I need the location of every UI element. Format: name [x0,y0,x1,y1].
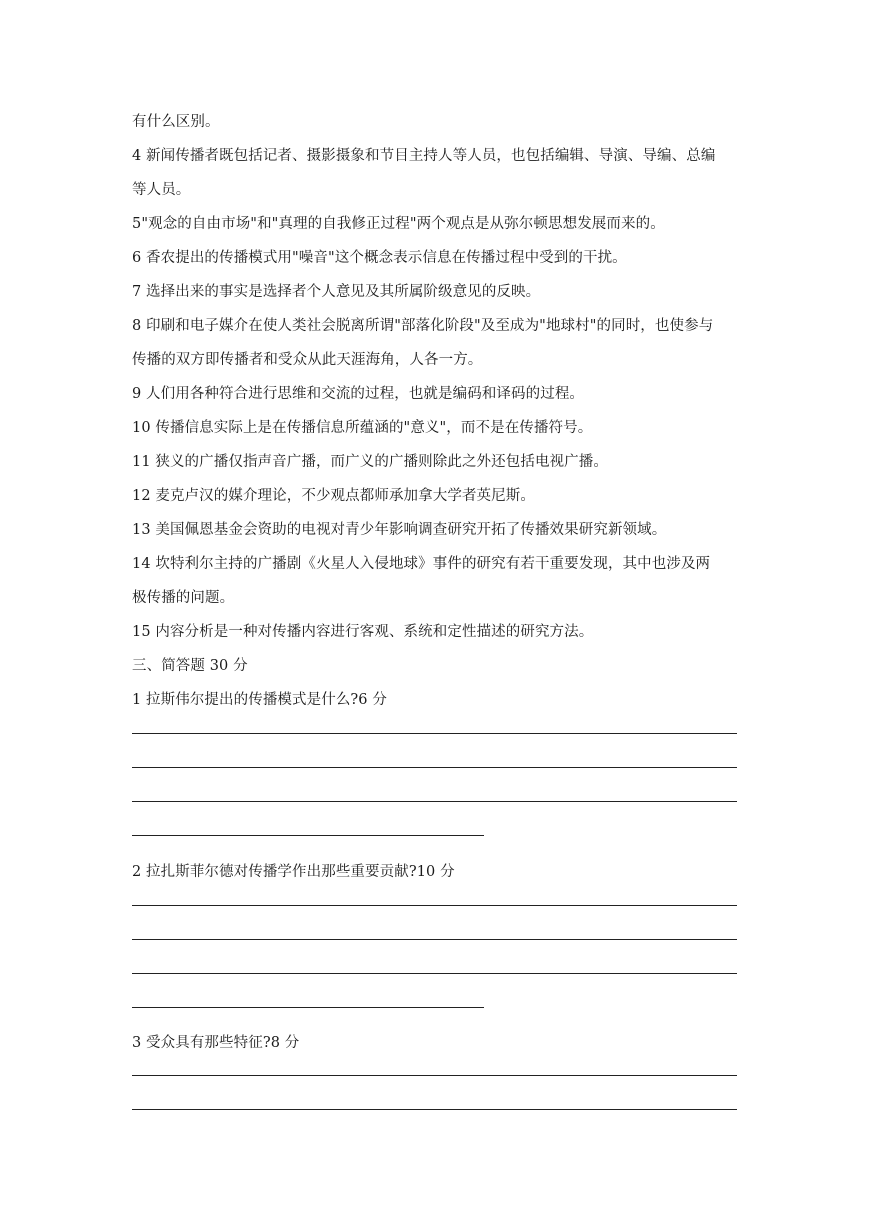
question-2: 2 拉扎斯菲尔德对传播学作出那些重要贡献?10 分 [132,864,455,880]
question-1: 1 拉斯伟尔提出的传播模式是什么?6 分 [132,692,387,708]
answer-line[interactable] [132,1075,737,1076]
statement-8: 8 印刷和电子媒介在使人类社会脱离所谓"部落化阶段"及至成为"地球村"的同时，也使参与 [132,318,714,334]
statement-13: 13 美国佩恩基金会资助的电视对青少年影响调查研究开拓了传播效果研究新领域。 [132,522,667,538]
answer-line[interactable] [132,939,737,940]
question-3: 3 受众具有那些特征?8 分 [132,1035,300,1051]
section-heading: 三、简答题 30 分 [132,658,248,674]
answer-line[interactable] [132,973,737,974]
text-line: 有什么区别。 [132,114,220,130]
statement-14: 14 坎特利尔主持的广播剧《火星人入侵地球》事件的研究有若干重要发现，其中也涉及两 [132,556,711,572]
answer-line[interactable] [132,733,737,734]
answer-line[interactable] [132,835,484,836]
answer-line[interactable] [132,1109,737,1110]
statement-12: 12 麦克卢汉的媒介理论，不少观点都师承加拿大学者英尼斯。 [132,488,535,504]
text-line: 传播的双方即传播者和受众从此天涯海角，人各一方。 [132,352,483,368]
text-line: 等人员。 [132,182,191,198]
statement-10: 10 传播信息实际上是在传播信息所蕴涵的"意义"，而不是在传播符号。 [132,420,593,436]
answer-line[interactable] [132,767,737,768]
statement-7: 7 选择出来的事实是选择者个人意见及其所属阶级意见的反映。 [132,284,541,300]
statement-15: 15 内容分析是一种对传播内容进行客观、系统和定性描述的研究方法。 [132,624,594,640]
statement-6: 6 香农提出的传播模式用"噪音"这个概念表示信息在传播过程中受到的干扰。 [132,250,627,266]
statement-9: 9 人们用各种符合进行思维和交流的过程，也就是编码和译码的过程。 [132,386,585,402]
statement-5: 5"观念的自由市场"和"真理的自我修正过程"两个观点是从弥尔顿思想发展而来的。 [132,216,665,232]
answer-line[interactable] [132,1007,484,1008]
text-line: 极传播的问题。 [132,590,235,606]
statement-4: 4 新闻传播者既包括记者、摄影摄象和节目主持人等人员，也包括编辑、导演、导编、总编 [132,148,716,164]
statement-11: 11 狭义的广播仅指声音广播，而广义的广播则除此之外还包括电视广播。 [132,454,608,470]
answer-line[interactable] [132,801,737,802]
answer-line[interactable] [132,905,737,906]
